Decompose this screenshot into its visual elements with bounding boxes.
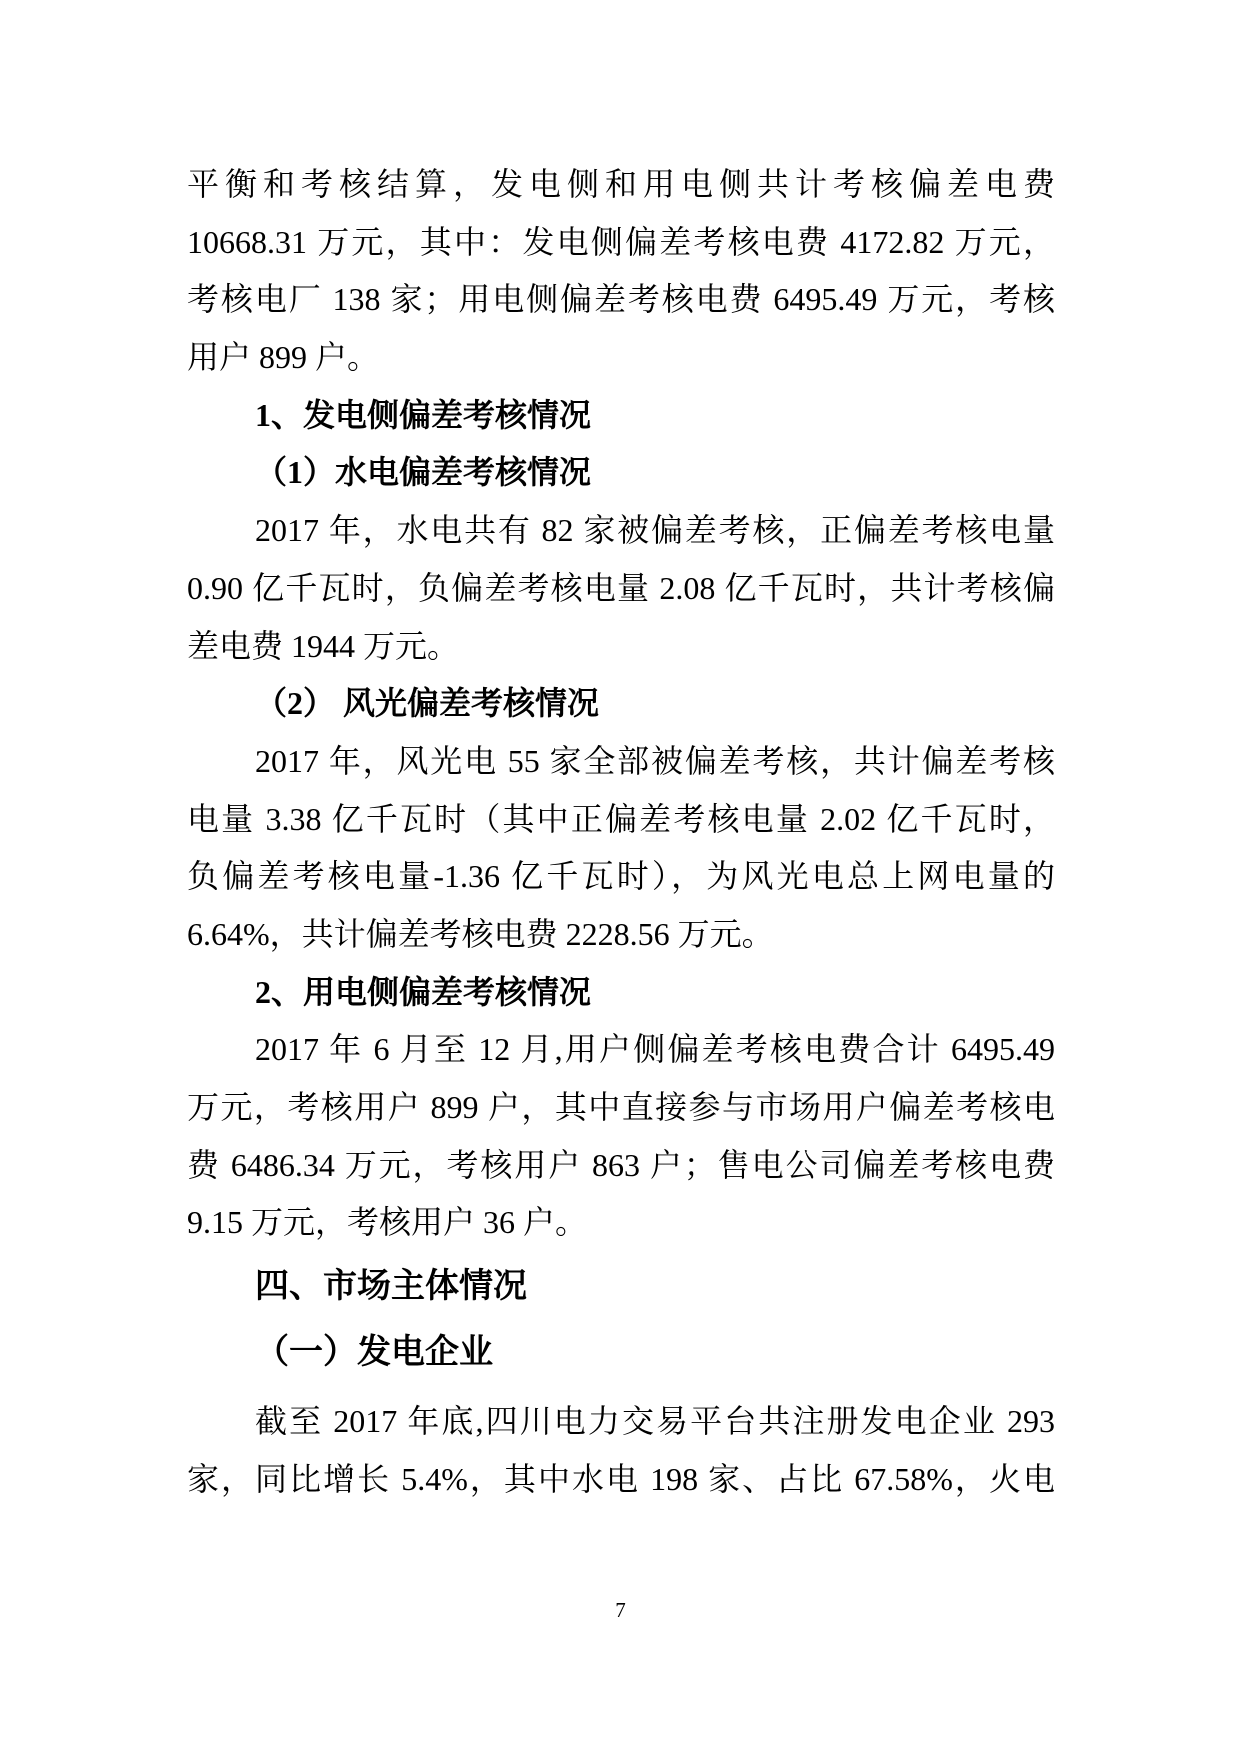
heading-hydro-assessment: （1）水电偏差考核情况 bbox=[255, 454, 592, 491]
page-number: 7 bbox=[615, 1598, 626, 1622]
body-text-line: 电量 3.38 亿千瓦时（其中正偏差考核电量 2.02 亿千瓦时， bbox=[187, 800, 1055, 837]
text-block bbox=[187, 156, 1055, 1509]
body-text-line: 2017 年 6 月至 12 月,用户侧偏差考核电费合计 6495.49 bbox=[255, 1031, 1055, 1068]
body-text-line: 费 6486.34 万元，考核用户 863 户；售电公司偏差考核电费 bbox=[187, 1146, 1055, 1183]
heading-generation-companies: （一）发电企业 bbox=[255, 1332, 493, 1371]
body-text-line: 9.15 万元，考核用户 36 户。 bbox=[187, 1204, 588, 1241]
body-text-line: 2017 年，风光电 55 家全部被偏差考核，共计偏差考核 bbox=[255, 742, 1055, 779]
body-text-line: 负偏差考核电量-1.36 亿千瓦时），为风光电总上网电量的 bbox=[187, 858, 1055, 895]
body-text-line: 用户 899 户。 bbox=[187, 339, 380, 376]
body-text-line: 差电费 1944 万元。 bbox=[187, 627, 460, 664]
heading-wind-solar-assessment: （2） 风光偏差考核情况 bbox=[255, 685, 600, 722]
body-text-line: 2017 年，水电共有 82 家被偏差考核，正偏差考核电量 bbox=[255, 512, 1055, 549]
body-text-line: 10668.31 万元，其中：发电侧偏差考核电费 4172.82 万元， bbox=[187, 223, 1055, 260]
body-text-line: 平衡和考核结算，发电侧和用电侧共计考核偏差电费 bbox=[187, 166, 1055, 202]
body-text-line: 截至 2017 年底,四川电力交易平台共注册发电企业 293 bbox=[255, 1403, 1055, 1440]
body-text-line: 万元，考核用户 899 户，其中直接参与市场用户偏差考核电 bbox=[187, 1089, 1055, 1125]
body-text-line: 6.64%，共计偏差考核电费 2228.56 万元。 bbox=[187, 915, 774, 952]
body-text-line: 0.90 亿千瓦时，负偏差考核电量 2.08 亿千瓦时，共计考核偏 bbox=[187, 569, 1055, 606]
heading-generation-side-assessment: 1、发电侧偏差考核情况 bbox=[255, 396, 592, 433]
body-text-line: 考核电厂 138 家；用电侧偏差考核电费 6495.49 万元，考核 bbox=[187, 281, 1055, 318]
body-text-line: 家，同比增长 5.4%，其中水电 198 家、占比 67.58%，火电 bbox=[187, 1461, 1055, 1498]
heading-market-participants: 四、市场主体情况 bbox=[255, 1267, 527, 1306]
heading-consumption-side-assessment: 2、用电侧偏差考核情况 bbox=[255, 973, 592, 1010]
